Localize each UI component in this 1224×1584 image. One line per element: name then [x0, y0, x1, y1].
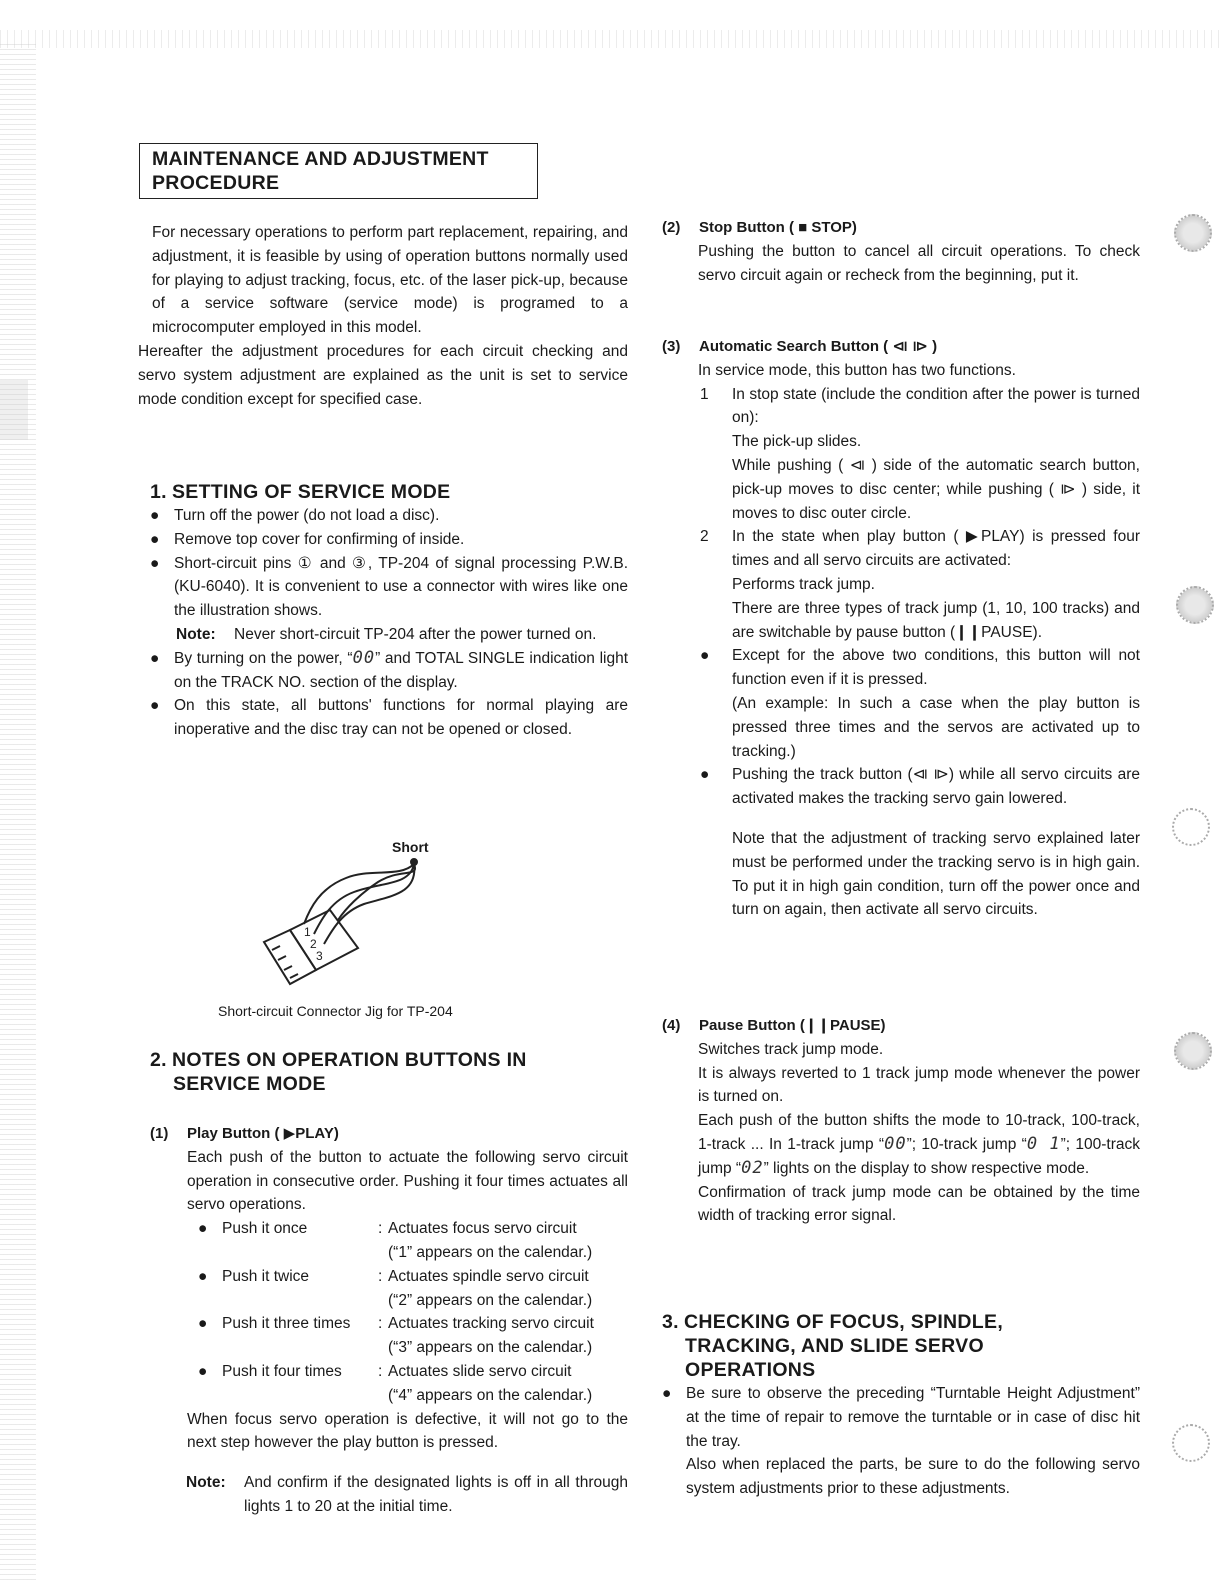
section-2-title-line-2: SERVICE MODE	[173, 1073, 326, 1095]
segment-display-text: 00	[352, 647, 376, 668]
scan-noise-left-patch	[0, 380, 28, 440]
binder-hole	[1172, 1424, 1210, 1462]
title-line-1: MAINTENANCE AND ADJUSTMENT	[152, 148, 489, 170]
title-line-2: PROCEDURE	[152, 172, 280, 194]
list-item: ● Turn off the power (do not load a disc).	[150, 507, 440, 524]
pause-modes-paragraph: Each push of the button shifts the mode to 10-track, 100-track, 1-track ... In 1-track jump “00”; 10-track jump “0 1”; 100-track jump “02” lights on the display to show respective mode.	[698, 1109, 1140, 1180]
search-button-subsection	[662, 335, 1140, 922]
list-item: ● Remove top cover for confirming of inside.	[150, 530, 465, 548]
push-row: ● Push it three times : Actuates tracking servo circuit (“3” appears on the calendar.)	[198, 1315, 594, 1357]
section-3-number: 3.	[662, 1311, 679, 1333]
note-text: Never short-circuit TP-204 after the power turned on.	[234, 625, 597, 643]
section-3-title-line-1: CHECKING OF FOCUS, SPINDLE,	[684, 1311, 1004, 1333]
section-1-heading	[150, 480, 628, 504]
binder-hole	[1174, 1032, 1212, 1070]
push-row: ● Push it once : Actuates focus servo circuit (“1” appears on the calendar.)	[198, 1220, 593, 1261]
section-1-note	[176, 623, 628, 647]
connector-body	[290, 910, 358, 970]
section-1-number: 1.	[150, 481, 167, 503]
note-label: Note:	[186, 1474, 226, 1492]
search-button-intro: In service mode, this button has two functions.	[698, 361, 1016, 379]
list-item: ● Short-circuit pins ① and ③, TP-204 of signal processing P.W.B. (KU-6040). It is convenient to use a connector with wires like one the illustration shows.	[150, 554, 628, 620]
note-text: And confirm if the designated lights is off in all through lights 1 to 20 at the initial time.	[244, 1474, 628, 1515]
segment-display-text: 0 1	[1026, 1133, 1061, 1154]
short-point	[411, 859, 417, 865]
pause-button-body: Switches track jump mode. It is always reverted to 1 track jump mode whenever the power is turned on. Each push of the button shifts the mode to 10-track, 100-track, 1-track ... In 1-track jump “00”; 10-track jump “0 1”; 100-track jump “02” lights on the display to show respective mode. Confirmation of track jump mode can be obtained by the time width of tracking error signal.	[698, 1040, 1140, 1225]
figure-short-label: Short	[392, 839, 429, 855]
stop-button-description: Pushing the button to cancel all circuit operations. To check servo circuit again or recheck from the beginning, put it.	[698, 242, 1140, 284]
wire	[324, 864, 414, 944]
search-button-heading: (3) Automatic Search Button ( ⧏ ⧐ )	[662, 338, 938, 355]
scan-noise-top	[0, 30, 1224, 48]
segment-display-text: 00	[884, 1133, 907, 1154]
section-1	[150, 480, 628, 742]
list-item: ● On this state, all buttons' functions for normal playing are inoperative and the disc tray can not be opened or closed.	[150, 697, 628, 739]
pin-label: 2	[310, 937, 317, 951]
section-3	[662, 1310, 1140, 1501]
section-3-title-line-3: OPERATIONS	[685, 1359, 816, 1381]
section-3-title-line-2: TRACKING, AND SLIDE SERVO	[685, 1335, 984, 1357]
section-2-title-line-1: NOTES ON OPERATION BUTTONS IN	[172, 1049, 527, 1071]
play-button-subsection	[150, 1122, 628, 1519]
pin-label: 3	[316, 949, 323, 963]
push-row: ● Push it four times : Actuates slide servo circuit (“4” appears on the calendar.)	[198, 1362, 593, 1404]
figure-caption: Short-circuit Connector Jig for TP-204	[218, 1003, 453, 1019]
section-2-number: 2.	[150, 1049, 167, 1071]
intro-paragraph-1: For necessary operations to perform part replacement, repairing, and adjustment, it is feasible by using of operation buttons normally used for playing to adjust tracking, focus, etc. of the laser pick-up, because of a service software (service mode) is programed to a microcomputer employed in this model.	[152, 224, 628, 337]
left-column-top	[138, 221, 628, 411]
segment-display-text: 02	[741, 1157, 764, 1178]
connector-jig-illustration	[250, 838, 440, 998]
intro-paragraph-2: Hereafter the adjustment procedures for each circuit checking and servo system adjustment are explained as the unit is set to service mode condition except for specified case.	[138, 342, 628, 408]
play-button-after: When focus servo operation is defective, it will not go to the next step however the play button is pressed.	[187, 1410, 628, 1452]
pause-button-heading: (4) Pause Button (❙❙PAUSE)	[662, 1017, 886, 1034]
page-title	[152, 147, 532, 195]
note-label: Note:	[176, 625, 216, 643]
stop-button-subsection	[662, 216, 1140, 287]
binder-hole	[1176, 586, 1214, 624]
pause-button-subsection	[662, 1014, 1140, 1228]
scan-noise-left	[0, 40, 36, 1580]
section-3-heading	[662, 1310, 1140, 1382]
play-button-description: Each push of the button to actuate the following servo circuit operation in consecutive order. Pushing it four times actuates all servo operations.	[187, 1148, 628, 1214]
section-2-heading	[150, 1048, 628, 1096]
stop-button-heading: (2) Stop Button ( ■ STOP)	[662, 219, 857, 236]
list-item: ● By turning on the power, “00” and TOTAL SINGLE indication light on the TRACK NO. section of the display.	[150, 647, 628, 691]
binder-hole	[1174, 214, 1212, 252]
list-item: 1 In stop state (include the condition after the power is turned on): The pick-up slides. While pushing ( ⧏ ) side of the automatic search button, pick-up moves to disc center; while pushing ( ⧐ ) side, it moves to disc outer circle.	[700, 385, 1140, 522]
section-1-title: SETTING OF SERVICE MODE	[172, 481, 451, 503]
list-item: 2 In the state when play button ( ▶PLAY) is pressed four times and all servo circuits are activated: Performs track jump. There are three types of track jump (1, 10, 100 tracks) and are switchable by pause button (❙❙PAUSE).	[700, 528, 1140, 641]
play-button-note	[186, 1471, 628, 1519]
list-item: ● Be sure to observe the preceding “Turntable Height Adjustment” at the time of repair to remove the turntable or in case of disc hit the tray. Also when replaced the parts, be sure to do the following servo system adjustments prior to these adjustments.	[662, 1385, 1140, 1498]
binder-hole	[1172, 808, 1210, 846]
header-box	[139, 143, 538, 199]
section-2	[150, 1048, 628, 1096]
tracking-servo-note: Note that the adjustment of tracking servo explained later must be performed under the tracking servo is in high gain. To put it in high gain condition, turn off the power once and turn on again, then activate all servo circuits.	[732, 829, 1140, 919]
list-item: ● Pushing the track button (⧏ ⧐) while all servo circuits are activated makes the tracking servo gain lowered.	[700, 766, 1140, 808]
play-button-heading: (1) Play Button ( ▶PLAY)	[150, 1125, 339, 1142]
push-row: ● Push it twice : Actuates spindle servo circuit (“2” appears on the calendar.)	[198, 1267, 593, 1309]
pin-label: 1	[304, 925, 311, 939]
list-item: ● Except for the above two conditions, this button will not function even if it is pressed. (An example: In such a case when the play button is pressed three times and the servos are activated up to tracking.)	[700, 647, 1140, 760]
